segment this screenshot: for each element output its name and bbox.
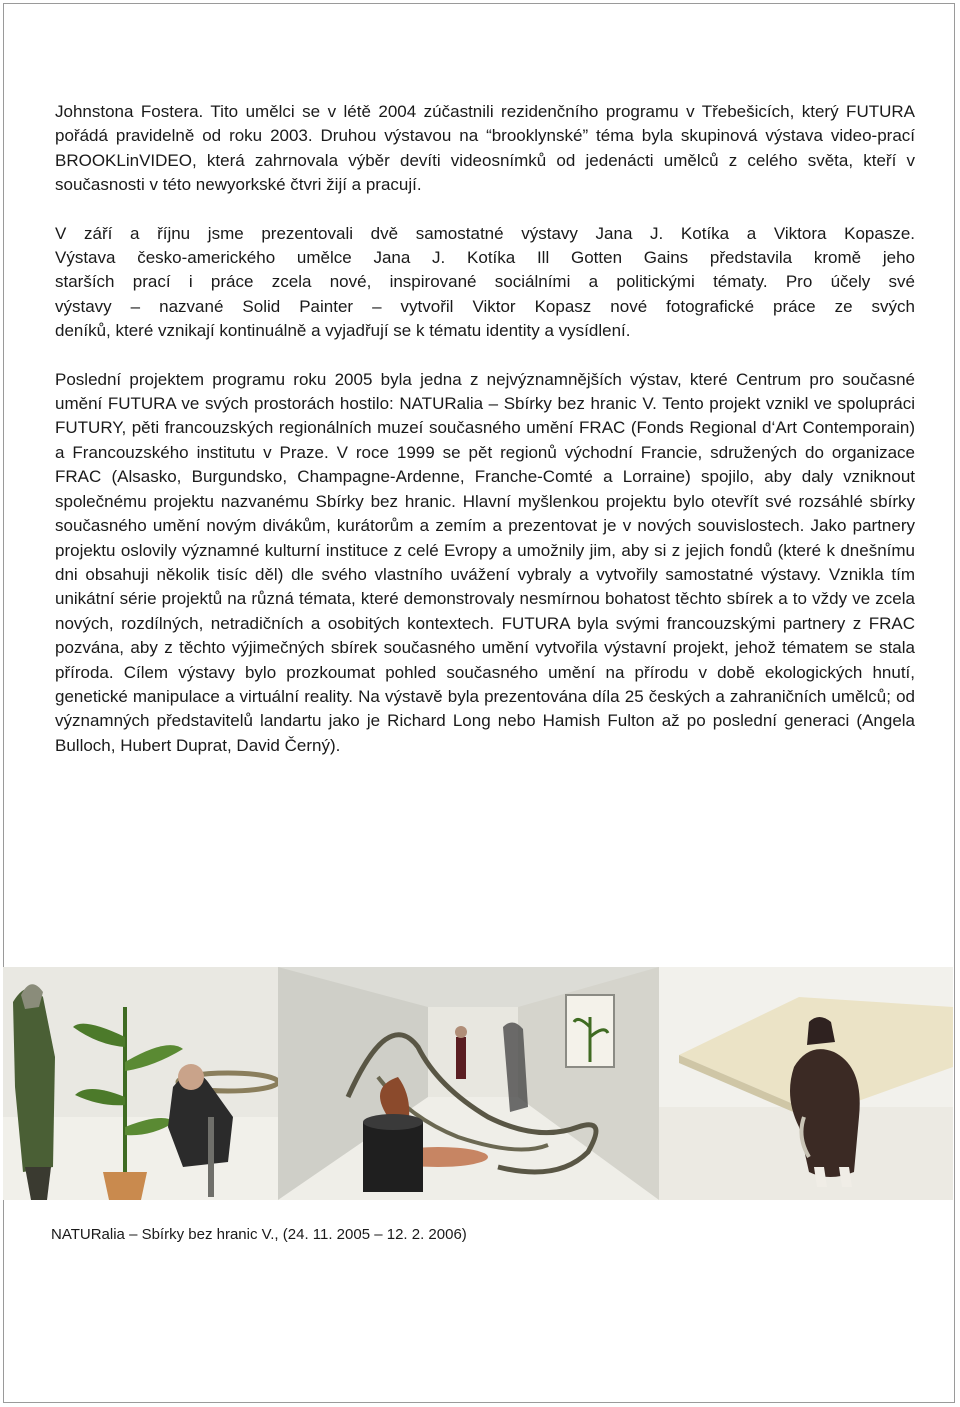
paragraph-2-line: deníků, které vznikají kontinuálně a vyjadřují se k tématu identity a vysídlení.	[55, 321, 631, 341]
paragraph-2-line: starších prací i práce zcela nové, inspirované sociálními a politickými tématy. Pro účely své	[55, 272, 915, 292]
photo-caption: NATURalia – Sbírky bez hranic V., (24. 11. 2005 – 12. 2. 2006)	[51, 1226, 467, 1243]
exhibition-photo-hose	[278, 967, 659, 1200]
exhibition-photo-dog	[659, 967, 953, 1200]
photo-strip	[3, 967, 953, 1200]
paragraph-2-line: V září a říjnu jsme prezentovali dvě samostatné výstavy Jana J. Kotíka a Viktora Kopasze.	[55, 223, 915, 243]
paragraph-1: Johnstona Fostera. Tito umělci se v létě 2004 zúčastnili rezidenčního programu v Třebešicích, který FUTURA pořádá pravidelně od roku 2003. Druhou výstavou na “brooklynské” téma byla skupinová výstava video-prací BROOKLinVIDEO, která zahrnovala výběr devíti videosnímků od jedenácti umělců z celého světa, kteří v současnosti v této newyorkské čtvri žijí a pracují.	[55, 102, 915, 195]
paragraph-2	[55, 222, 915, 344]
paragraph-2-line: výstavy – nazvané Solid Painter – vytvořil Viktor Kopasz nové fotografické práce ze svých	[55, 296, 915, 316]
body-text	[55, 100, 915, 758]
paragraph-3: Poslední projektem programu roku 2005 byla jedna z nejvýznamnějších výstav, které Centrum pro současné umění FUTURA ve svých prostorách hostilo: NATURalia – Sbírky bez hranic V. Tento projekt vznikl ve spolupráci FUTURY, pěti francouzských regionálních muzeí současného umění FRAC (Fonds Regional d‘Art Contemporain) a Francouzského institutu v Praze. V roce 1999 se pět regionů východní Francie, sdružených do organizace FRAC (Alsasko, Burgundsko, Champagne-Ardenne, Franche-Comté a Lorraine) spojilo, aby daly vzniknout společnému projektu nazvanému Sbírky bez hranic. Hlavní myšlenkou projektu bylo otevřít své rozsáhlé sbírky současného umění novým divákům, kurátorům a zemím a prezentovat je v nových souvislostech. Jako partnery projektu oslovily významné kulturní instituce z celé Evropy a umožnily jim, aby si z jejich fondů (které k dnešnímu dni obsahuji několik tisíc děl) dle svého vlastního uvážení vybraly a vytvořily samostatné výstavy. Vznikla tím unikátní série projektů na různá témata, které demonstrovaly nesmírnou bohatost těchto sbírek a to vždy ve zcela nových, rozdílných, netradičních a osobitých kontextech. FUTURA byla svými francouzskými partnery z FRAC pozvána, aby z těchto výjimečných sbírek současného umění vytvořila výstavní projekt, jehož tématem se stala příroda. Cílem výstavy bylo prozkoumat pohled současného umění na přírodu v době ekologických hnutí, genetické manipulace a virtuální reality. Na výstavě byla prezentována díla 25 českých a zahraničních umělců; od významných představitelů landartu jako je Richard Long nebo Hamish Fulton až po poslední generaci (Angela Bulloch, Hubert Duprat, David Černý).	[55, 369, 915, 755]
paragraph-2-line: Výstava česko-amerického umělce Jana J. Kotíka Ill Gotten Gains představila kromě jeho	[55, 248, 915, 268]
exhibition-photo-plants	[3, 967, 278, 1200]
